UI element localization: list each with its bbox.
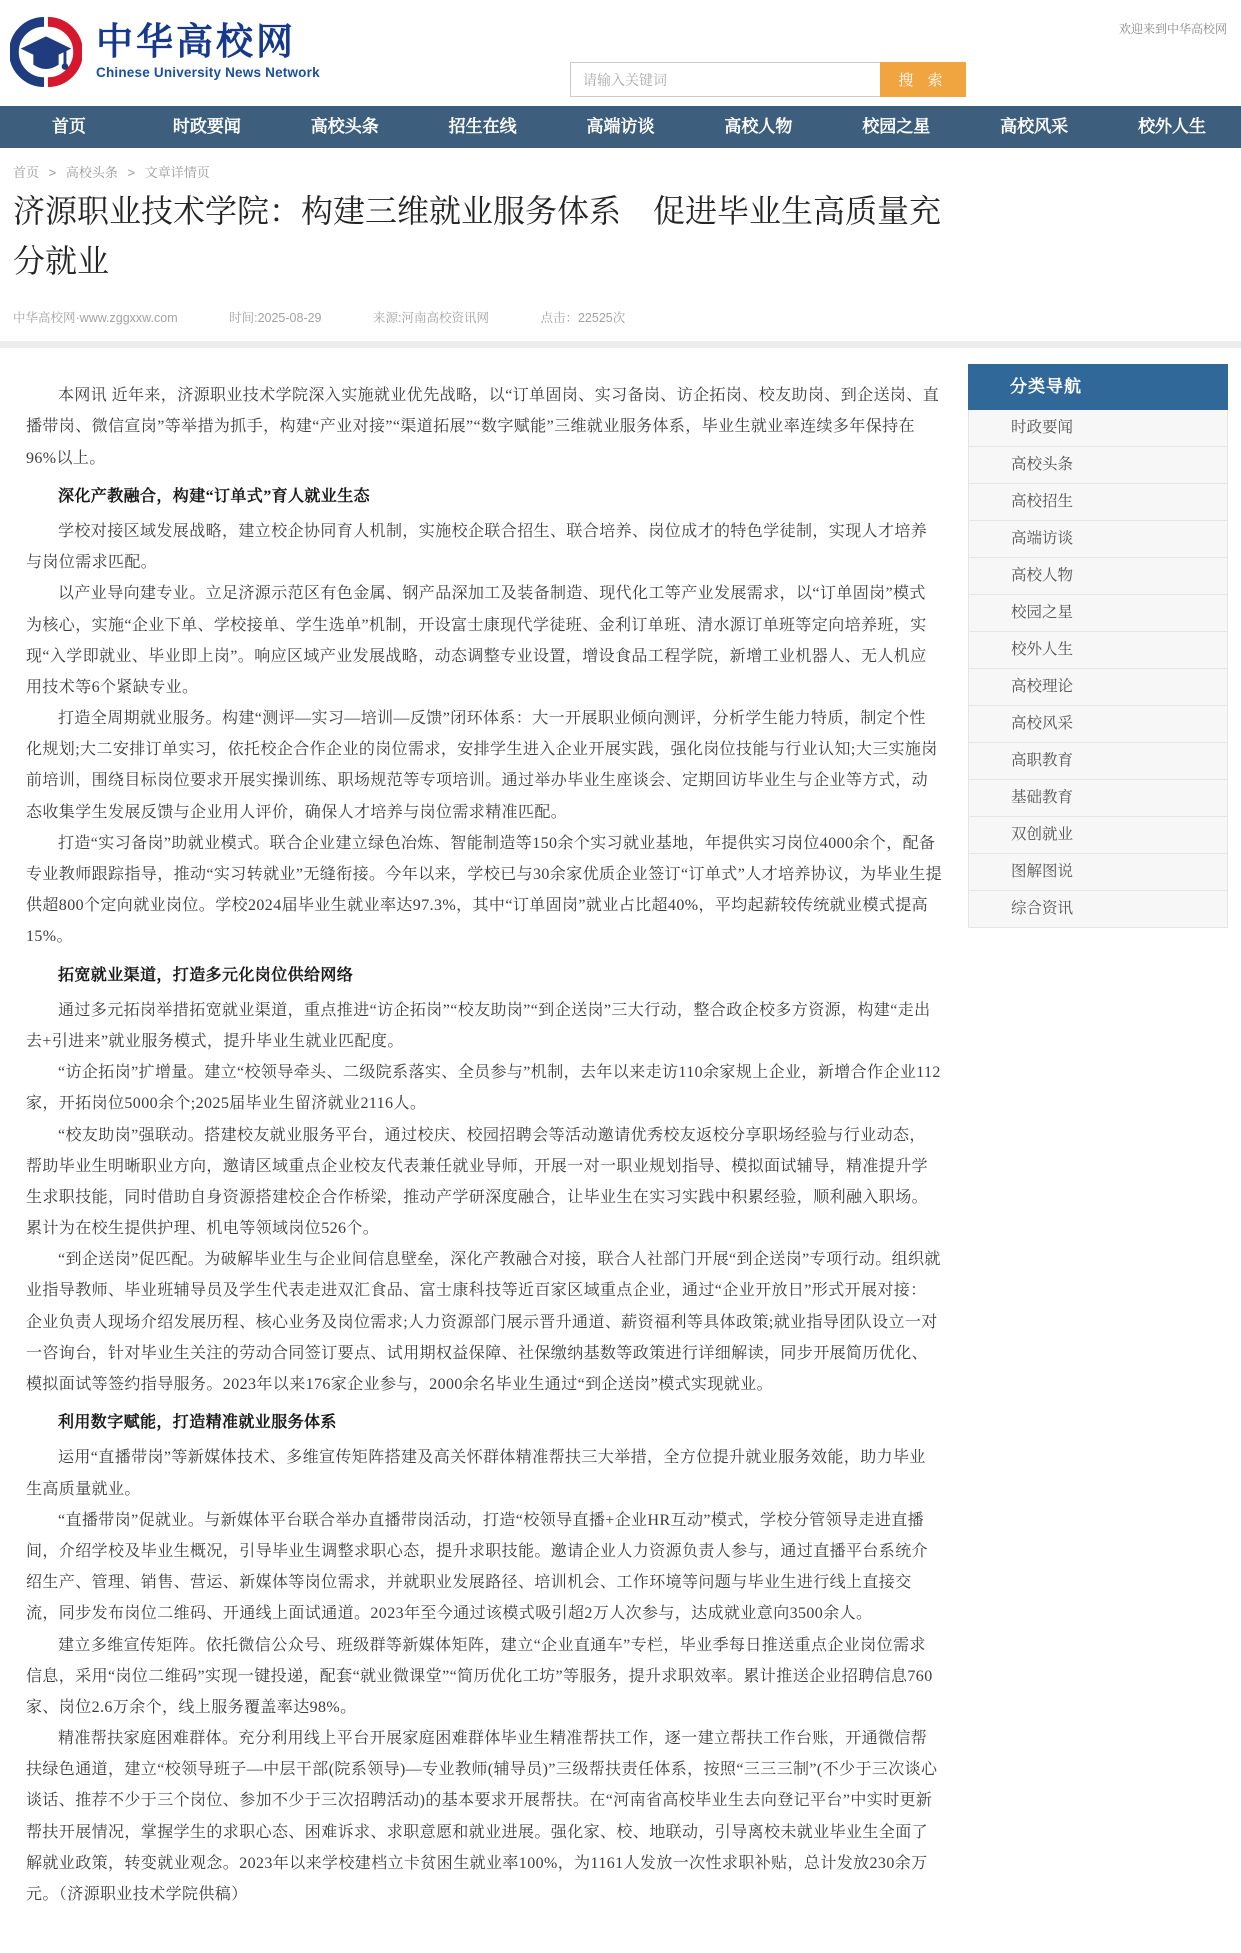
sidebar-title: 分类导航 xyxy=(968,364,1228,410)
nav-item[interactable]: 时政要闻 xyxy=(172,117,241,136)
article-paragraph: 打造全周期就业服务。构建“测评—实习—培训—反馈”闭环体系：大一开展职业倾向测评，分析学生能力特质，制定个性化规划;大二安排订单实习，依托校企合作企业的岗位需求，安排学生进入企业开展实践，强化岗位技能与行业认知;大三实施岗前培训，围绕目标岗位要求开展实操训练、职场规范等专项培训。通过举办毕业生座谈会、定期回访毕业生与企业等方式，动态收集学生发展反馈与企业用人评价，确保人才培养与岗位需求精准匹配。 xyxy=(26,710,938,821)
breadcrumb-current: 文章详情页 xyxy=(144,165,210,180)
site-logo[interactable] xyxy=(10,16,320,88)
site-name: 中华高校网 xyxy=(96,21,296,63)
columns xyxy=(13,364,1228,1910)
breadcrumb-home[interactable]: 首页 xyxy=(13,165,40,180)
logo-text xyxy=(96,21,320,81)
sidebar-item[interactable]: 高校招生 xyxy=(968,484,1228,521)
sidebar-item[interactable]: 高校风采 xyxy=(968,706,1228,743)
breadcrumb-separator: > xyxy=(48,165,57,180)
article-paragraph: “访企拓岗”扩增量。建立“校领导牵头、二级院系落实、全员参与”机制，去年以来走访110余家规上企业，新增合作企业112家，开拓岗位5000余个;2025届毕业生留济就业2116人。 xyxy=(26,1064,941,1113)
sidebar-item[interactable]: 双创就业 xyxy=(968,817,1228,854)
article-title: 济源职业技术学院：构建三维就业服务体系 促进毕业生高质量充分就业 xyxy=(13,193,942,279)
nav-item[interactable]: 校外人生 xyxy=(1138,117,1207,136)
article-paragraph: 精准帮扶家庭困难群体。充分利用线上平台开展家庭困难群体毕业生精准帮扶工作，逐一建立帮扶工作台账，开通微信帮扶绿色通道，建立“校领导班子—中层干部(院系领导)—专业教师(辅导员)”三级帮扶责任体系，按照“三三三制”(不少于三次谈心谈话、推荐不少于三个岗位、参加不少于三次招聘活动)的基本要求开展帮扶。在“河南省高校毕业生去向登记平台”中实时更新帮扶开展情况，掌握学生的求职心态、困难诉求、求职意愿和就业进展。强化家、校、地联动，引导离校未就业毕业生全面了解就业政策，转变就业观念。2023年以来学校建档立卡贫困生就业率100%，为1161人发放一次性求职补贴，总计发放230余万元。（济源职业技术学院供稿） xyxy=(26,1730,938,1903)
sidebar-item[interactable]: 校外人生 xyxy=(968,632,1228,669)
article-paragraph: 利用数字赋能，打造精准就业服务体系 xyxy=(58,1414,337,1432)
nav-item[interactable]: 首页 xyxy=(51,117,86,136)
article-paragraph: 建立多维宣传矩阵。依托微信公众号、班级群等新媒体矩阵，建立“企业直通车”专栏，毕业季每日推送重点企业岗位需求信息，采用“岗位二维码”实现一键投递，配套“就业微课堂”“简历优化工坊”等服务，提升求职效率。累计推送企业招聘信息760家、岗位2.6万余个，线上服务覆盖率达98%。 xyxy=(26,1636,933,1716)
sidebar-item[interactable]: 高校理论 xyxy=(968,669,1228,706)
graduation-cap-icon xyxy=(10,16,82,88)
meta-time: 时间:2025-08-29 xyxy=(229,311,322,326)
content xyxy=(0,162,1241,1910)
nav-item[interactable]: 高校风采 xyxy=(1000,117,1069,136)
article-paragraph: “到企送岗”促匹配。为破解毕业生与企业间信息壁垒，深化产教融合对接，联合人社部门开展“到企送岗”专项行动。组织就业指导教师、毕业班辅导员及学生代表走进双汇食品、富士康科技等近百家区域重点企业，通过“企业开放日”形式开展对接：企业负责人现场介绍发展历程、核心业务及岗位需求;人力资源部门展示晋升通道、薪资福利等具体政策;就业指导团队设立一对一咨询台，针对毕业生关注的劳动合同签订要点、试用期权益保障、社保缴纳基数等政策进行详细解读，同步开展简历优化、模拟面试等签约指导服务。2023年以来176家企业参与，2000余名毕业生通过“到企送岗”模式实现就业。 xyxy=(26,1251,941,1393)
search-button[interactable]: 搜 索 xyxy=(880,62,966,97)
article-paragraph: 运用“直播带岗”等新媒体技术、多维宣传矩阵搭建及高关怀群体精准帮扶三大举措，全方位提升就业服务效能，助力毕业生高质量就业。 xyxy=(26,1449,926,1498)
sidebar-item[interactable]: 综合资讯 xyxy=(968,891,1228,928)
article-meta xyxy=(13,308,1228,326)
nav-item[interactable]: 高校头条 xyxy=(310,117,379,136)
sidebar-item[interactable]: 基础教育 xyxy=(968,780,1228,817)
article-paragraph: 拓宽就业渠道，打造多元化岗位供给网络 xyxy=(58,966,354,984)
welcome-text: 欢迎来到中华高校网 xyxy=(1118,22,1227,36)
main-nav xyxy=(0,106,1241,148)
nav-item[interactable]: 高校人物 xyxy=(724,117,793,136)
sidebar-item[interactable]: 高职教育 xyxy=(968,743,1228,780)
article-body xyxy=(13,364,948,1910)
category-sidebar xyxy=(968,364,1228,1910)
article-paragraph: 通过多元拓岗举措拓宽就业渠道，重点推进“访企拓岗”“校友助岗”“到企送岗”三大行动，整合政企校多方资源，构建“走出去+引进来”就业服务模式，提升毕业生就业匹配度。 xyxy=(26,1001,931,1050)
site-subtitle: Chinese University News Network xyxy=(96,65,320,81)
divider xyxy=(0,341,1241,348)
sidebar-item[interactable]: 图解图说 xyxy=(968,854,1228,891)
sidebar-item[interactable]: 高校人物 xyxy=(968,558,1228,595)
meta-origin: 来源:河南高校资讯网 xyxy=(373,311,489,326)
search-bar xyxy=(570,62,966,97)
nav-item[interactable]: 校园之星 xyxy=(862,117,931,136)
sidebar-item[interactable]: 校园之星 xyxy=(968,595,1228,632)
meta-clicks: 点击：22525次 xyxy=(540,311,626,326)
sidebar-item[interactable]: 高校头条 xyxy=(968,447,1228,484)
article-paragraph: 深化产教融合，构建“订单式”育人就业生态 xyxy=(58,487,371,505)
sidebar-item[interactable]: 高端访谈 xyxy=(968,521,1228,558)
search-input[interactable] xyxy=(570,62,880,97)
nav-item[interactable]: 招生在线 xyxy=(448,117,517,136)
article-paragraph: “直播带岗”促就业。与新媒体平台联合举办直播带岗活动，打造“校领导直播+企业HR互动”模式，学校分管领导走进直播间，介绍学校及毕业生概况，引导毕业生调整求职心态，提升求职技能。邀请企业人力资源负责人参与，通过直播平台系统介绍生产、管理、销售、营运、新媒体等岗位需求，并就职业发展路径、培训机会、工作环境等问题与毕业生进行线上直接交流，同步发布岗位二维码、开通线上面试通道。2023年至今通过该模式吸引超2万人次参与，达成就业意向3500余人。 xyxy=(26,1511,929,1623)
sidebar-item[interactable]: 时政要闻 xyxy=(968,410,1228,447)
article-paragraph: “校友助岗”强联动。搭建校友就业服务平台，通过校庆、校园招聘会等活动邀请优秀校友返校分享职场经验与行业动态，帮助毕业生明晰职业方向，邀请区域重点企业校友代表兼任就业导师，开展一对一职业规划指导、模拟面试辅导，精准提升学生求职技能，同时借助自身资源搭建校企合作桥梁，推动产学研深度融合，让毕业生在实习实践中积累经验，顺利融入职场。累计为在校生提供护理、机电等领域岗位526个。 xyxy=(26,1126,929,1238)
breadcrumb-separator: > xyxy=(127,165,136,180)
article-paragraph: 打造“实习备岗”助就业模式。联合企业建立绿色冶炼、智能制造等150余个实习就业基地，年提供实习岗位4000余个，配备专业教师跟踪指导，推动“实习转就业”无缝衔接。今年以来，学校已与30余家优质企业签订“订单式”人才培养协议，为毕业生提供超800个定向就业岗位。学校2024届毕业生就业率达97.3%，其中“订单固岗”就业占比超40%，平均起薪较传统就业模式提高15%。 xyxy=(26,834,943,946)
breadcrumb-section[interactable]: 高校头条 xyxy=(65,165,118,180)
article-paragraph: 本网讯 近年来，济源职业技术学院深入实施就业优先战略，以“订单固岗、实习备岗、访企拓岗、校友助岗、到企送岗、直播带岗、微信宣岗”等举措为抓手，构建“产业对接”“渠道拓展”“数字赋能”三维就业服务体系，毕业生就业率连续多年保持在96%以上。 xyxy=(26,387,940,467)
breadcrumb xyxy=(13,162,1228,181)
article-paragraph: 以产业导向建专业。立足济源示范区有色金属、钢产品深加工及装备制造、现代化工等产业发展需求，以“订单固岗”模式为核心，实施“企业下单、学校接单、学生选单”机制，开设富士康现代学徒班、金利订单班、清水源订单班等定向培养班，实现“入学即就业、毕业即上岗”。响应区域产业发展战略，动态调整专业设置，增设食品工程学院，新增工业机器人、无人机应用技术等6个紧缺专业。 xyxy=(26,585,927,696)
nav-item[interactable]: 高端访谈 xyxy=(586,117,655,136)
article-paragraph: 学校对接区域发展战略，建立校企协同育人机制，实施校企联合招生、联合培养、岗位成才的特色学徒制，实现人才培养与岗位需求匹配。 xyxy=(26,522,928,572)
meta-source-site: 中华高校网·www.zggxxw.com xyxy=(13,311,178,326)
